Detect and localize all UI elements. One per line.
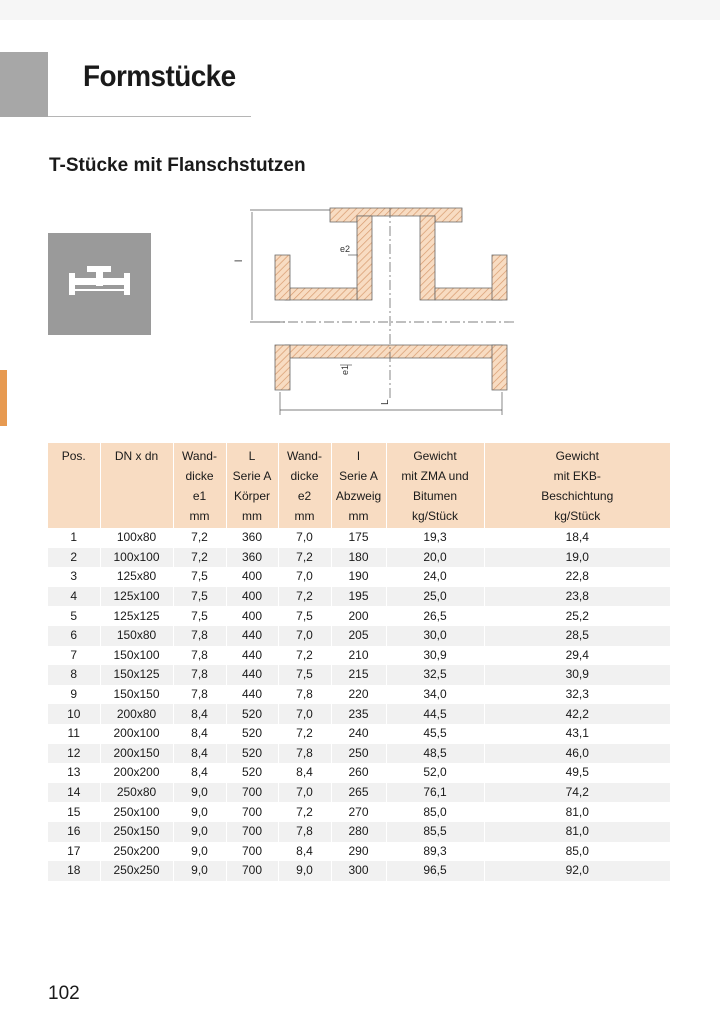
cell-weight-ekb: 28,5	[484, 626, 670, 646]
dimensions-table	[48, 443, 670, 881]
cell-e2: 7,0	[278, 567, 331, 587]
cell-e2: 7,2	[278, 646, 331, 666]
cell-weight-zma: 89,3	[386, 842, 484, 862]
cell-dn: 100x100	[100, 548, 173, 568]
cell-length-body: 440	[226, 626, 278, 646]
table-row	[48, 626, 670, 646]
cell-length-branch: 215	[331, 665, 386, 685]
dimension-label-L: L	[380, 399, 391, 405]
cell-weight-ekb: 81,0	[565, 804, 589, 819]
cell-dn: 125x125	[100, 606, 173, 626]
cell-length-body: 700	[226, 802, 278, 822]
cell-weight-ekb: 32,3	[565, 687, 589, 702]
cell-weight-zma: 30,9	[386, 646, 484, 666]
cell-e1: 9,0	[173, 842, 226, 862]
cell-dn: 200x200	[100, 763, 173, 783]
cell-length-branch: 220	[331, 685, 386, 705]
page-subtitle: T-Stücke mit Flanschstutzen	[49, 155, 306, 176]
section-tab	[0, 52, 48, 117]
cell-weight-ekb: 74,2	[484, 783, 670, 803]
column-header-weight-ekb: Gewicht mit EKB- Beschichtung kg/Stück	[484, 443, 670, 528]
cell-e2: 7,2	[278, 587, 331, 607]
cell-dn: 150x100	[100, 646, 173, 666]
cell-weight-zma: 30,0	[386, 626, 484, 646]
cell-pos: 12	[48, 744, 100, 764]
dimension-label-l: l	[234, 259, 245, 262]
table-row	[48, 528, 670, 548]
cell-dn: 250x150	[100, 822, 173, 842]
cell-weight-zma: 85,0	[386, 802, 484, 822]
table-row	[48, 665, 670, 685]
cell-e2: 7,5	[278, 606, 331, 626]
cell-weight-ekb: 92,0	[484, 861, 670, 881]
table-row	[48, 763, 670, 783]
cell-e1: 8,4	[173, 724, 226, 744]
page-number: 102	[48, 983, 80, 1004]
cell-pos: 6	[48, 626, 100, 646]
cell-pos: 2	[48, 548, 100, 568]
table-row	[48, 548, 670, 568]
cell-e1: 8,4	[173, 744, 226, 764]
cell-weight-zma: 44,5	[386, 704, 484, 724]
cell-weight-ekb: 25,2	[565, 608, 589, 623]
cell-dn: 125x80	[100, 567, 173, 587]
cell-weight-zma: 96,5	[386, 861, 484, 881]
cell-pos: 10	[48, 704, 100, 724]
cell-e1: 7,5	[173, 606, 226, 626]
cell-e1: 7,8	[173, 685, 226, 705]
cell-length-body: 700	[226, 783, 278, 803]
cell-length-body: 700	[226, 822, 278, 842]
table-row	[48, 606, 670, 626]
dimension-label-e1: e1	[340, 364, 350, 375]
cell-e2: 8,4	[278, 842, 331, 862]
cell-weight-zma: 52,0	[386, 763, 484, 783]
cell-weight-zma: 48,5	[386, 744, 484, 764]
cell-length-branch: 195	[331, 587, 386, 607]
cell-length-body: 520	[226, 763, 278, 783]
cell-pos: 15	[48, 802, 100, 822]
cell-length-body: 700	[226, 842, 278, 862]
cell-e2: 7,0	[278, 783, 331, 803]
cell-e1: 9,0	[173, 822, 226, 842]
cell-e1: 8,4	[173, 704, 226, 724]
cell-length-branch: 210	[331, 646, 386, 666]
cell-e2: 7,2	[278, 724, 331, 744]
cell-length-branch: 250	[331, 744, 386, 764]
cell-weight-ekb: 81,0	[484, 822, 670, 842]
cell-e2: 9,0	[278, 861, 331, 881]
cell-dn: 250x200	[100, 842, 173, 862]
cell-length-body: 440	[226, 665, 278, 685]
cell-weight-zma: 20,0	[386, 548, 484, 568]
cell-length-body: 400	[226, 567, 278, 587]
column-header-length-body: L Serie A Körper mm	[226, 443, 278, 528]
t-piece-drawing	[230, 200, 530, 425]
table-row	[48, 744, 670, 764]
cell-weight-ekb: 30,9	[484, 665, 670, 685]
cell-e2: 7,5	[278, 665, 331, 685]
cell-length-body: 520	[226, 724, 278, 744]
cell-weight-zma: 25,0	[386, 587, 484, 607]
cell-weight-zma: 76,1	[386, 783, 484, 803]
table-row	[48, 783, 670, 803]
cell-length-branch: 190	[331, 567, 386, 587]
top-bar	[0, 0, 720, 20]
table-row	[48, 646, 670, 666]
cell-pos: 5	[48, 606, 100, 626]
cell-weight-zma: 34,0	[386, 685, 484, 705]
cell-e1: 9,0	[173, 802, 226, 822]
column-header-e2: Wand- dicke e2 mm	[278, 443, 331, 528]
table-row	[48, 802, 670, 822]
cell-length-branch: 260	[331, 763, 386, 783]
cell-e1: 9,0	[173, 861, 226, 881]
cell-pos: 11	[48, 724, 100, 744]
section-title: Formstücke	[83, 60, 236, 93]
cell-length-branch: 240	[331, 724, 386, 744]
cell-e1: 7,2	[173, 528, 226, 548]
table-row	[48, 822, 670, 842]
cell-weight-ekb: 18,4	[565, 530, 589, 545]
cell-weight-zma: 45,5	[386, 724, 484, 744]
cell-pos: 13	[48, 763, 100, 783]
table-row	[48, 685, 670, 705]
cell-e1: 7,2	[173, 548, 226, 568]
cell-weight-ekb: 49,5	[565, 765, 589, 780]
table-header-row	[48, 443, 670, 528]
cell-pos: 1	[48, 528, 100, 548]
cell-length-branch: 280	[331, 822, 386, 842]
cell-weight-ekb: 29,4	[565, 647, 589, 662]
cell-dn: 250x80	[100, 783, 173, 803]
column-header-dn: DN x dn	[100, 443, 173, 528]
cell-length-body: 440	[226, 646, 278, 666]
table-body	[48, 528, 670, 881]
cell-length-branch: 175	[331, 528, 386, 548]
cell-e1: 7,8	[173, 665, 226, 685]
cell-dn: 150x80	[100, 626, 173, 646]
cell-dn: 150x125	[100, 665, 173, 685]
table-row	[48, 587, 670, 607]
dimension-label-e2: e2	[340, 244, 351, 254]
cell-e1: 8,4	[173, 763, 226, 783]
cell-pos: 4	[48, 587, 100, 607]
cell-pos: 8	[48, 665, 100, 685]
cell-weight-zma: 32,5	[386, 665, 484, 685]
cell-length-body: 700	[226, 861, 278, 881]
table-row	[48, 704, 670, 724]
cell-weight-ekb: 22,8	[565, 569, 589, 584]
cell-e2: 7,8	[278, 744, 331, 764]
cell-length-branch: 300	[331, 861, 386, 881]
cell-weight-zma: 19,3	[386, 528, 484, 548]
cell-e2: 7,8	[278, 822, 331, 842]
cell-pos: 14	[48, 783, 100, 803]
column-header-weight-zma: Gewicht mit ZMA und Bitumen kg/Stück	[386, 443, 484, 528]
cell-weight-ekb: 46,0	[484, 744, 670, 764]
cell-length-branch: 205	[331, 626, 386, 646]
cell-weight-ekb: 19,0	[484, 548, 670, 568]
cell-length-branch: 235	[331, 704, 386, 724]
cell-length-body: 400	[226, 606, 278, 626]
cell-e1: 7,8	[173, 646, 226, 666]
cell-length-body: 400	[226, 587, 278, 607]
column-header-e1: Wand- dicke e1 mm	[173, 443, 226, 528]
cell-e2: 7,2	[278, 802, 331, 822]
cell-e1: 7,8	[173, 626, 226, 646]
table-row	[48, 861, 670, 881]
cell-length-body: 520	[226, 704, 278, 724]
cell-weight-ekb: 85,0	[565, 843, 589, 858]
cell-dn: 200x80	[100, 704, 173, 724]
cell-pos: 18	[48, 861, 100, 881]
cell-weight-ekb: 42,2	[484, 704, 670, 724]
cell-length-branch: 290	[331, 842, 386, 862]
cell-weight-zma: 26,5	[386, 606, 484, 626]
cell-e1: 7,5	[173, 567, 226, 587]
cell-dn: 100x80	[100, 528, 173, 548]
cell-weight-ekb: 23,8	[484, 587, 670, 607]
cell-pos: 7	[48, 646, 100, 666]
cell-pos: 9	[48, 685, 100, 705]
cell-e1: 7,5	[173, 587, 226, 607]
cell-e1: 9,0	[173, 783, 226, 803]
cell-weight-zma: 24,0	[386, 567, 484, 587]
cell-length-body: 360	[226, 528, 278, 548]
cell-weight-ekb: 43,1	[565, 726, 589, 741]
cell-length-branch: 270	[331, 802, 386, 822]
column-header-length-branch: l Serie A Abzweig mm	[331, 443, 386, 528]
cell-e2: 7,0	[278, 528, 331, 548]
cell-dn: 200x100	[100, 724, 173, 744]
cell-length-body: 440	[226, 685, 278, 705]
table-row	[48, 724, 670, 744]
cell-pos: 17	[48, 842, 100, 862]
cell-weight-zma: 85,5	[386, 822, 484, 842]
cell-e2: 7,8	[278, 685, 331, 705]
cell-pos: 16	[48, 822, 100, 842]
chapter-marker	[0, 370, 7, 426]
cell-length-body: 360	[226, 548, 278, 568]
cell-length-body: 520	[226, 744, 278, 764]
cell-length-branch: 180	[331, 548, 386, 568]
title-underline	[48, 116, 251, 117]
cell-e2: 8,4	[278, 763, 331, 783]
cell-dn: 250x100	[100, 802, 173, 822]
table-row	[48, 567, 670, 587]
cell-dn: 200x150	[100, 744, 173, 764]
cell-dn: 150x150	[100, 685, 173, 705]
cell-e2: 7,0	[278, 704, 331, 724]
cell-dn: 125x100	[100, 587, 173, 607]
cell-length-branch: 265	[331, 783, 386, 803]
cell-e2: 7,0	[278, 626, 331, 646]
cell-dn: 250x250	[100, 861, 173, 881]
cell-length-branch: 200	[331, 606, 386, 626]
table-row	[48, 842, 670, 862]
cell-pos: 3	[48, 567, 100, 587]
t-piece-icon	[48, 233, 151, 335]
cell-e2: 7,2	[278, 548, 331, 568]
column-header-pos: Pos.	[48, 443, 100, 528]
